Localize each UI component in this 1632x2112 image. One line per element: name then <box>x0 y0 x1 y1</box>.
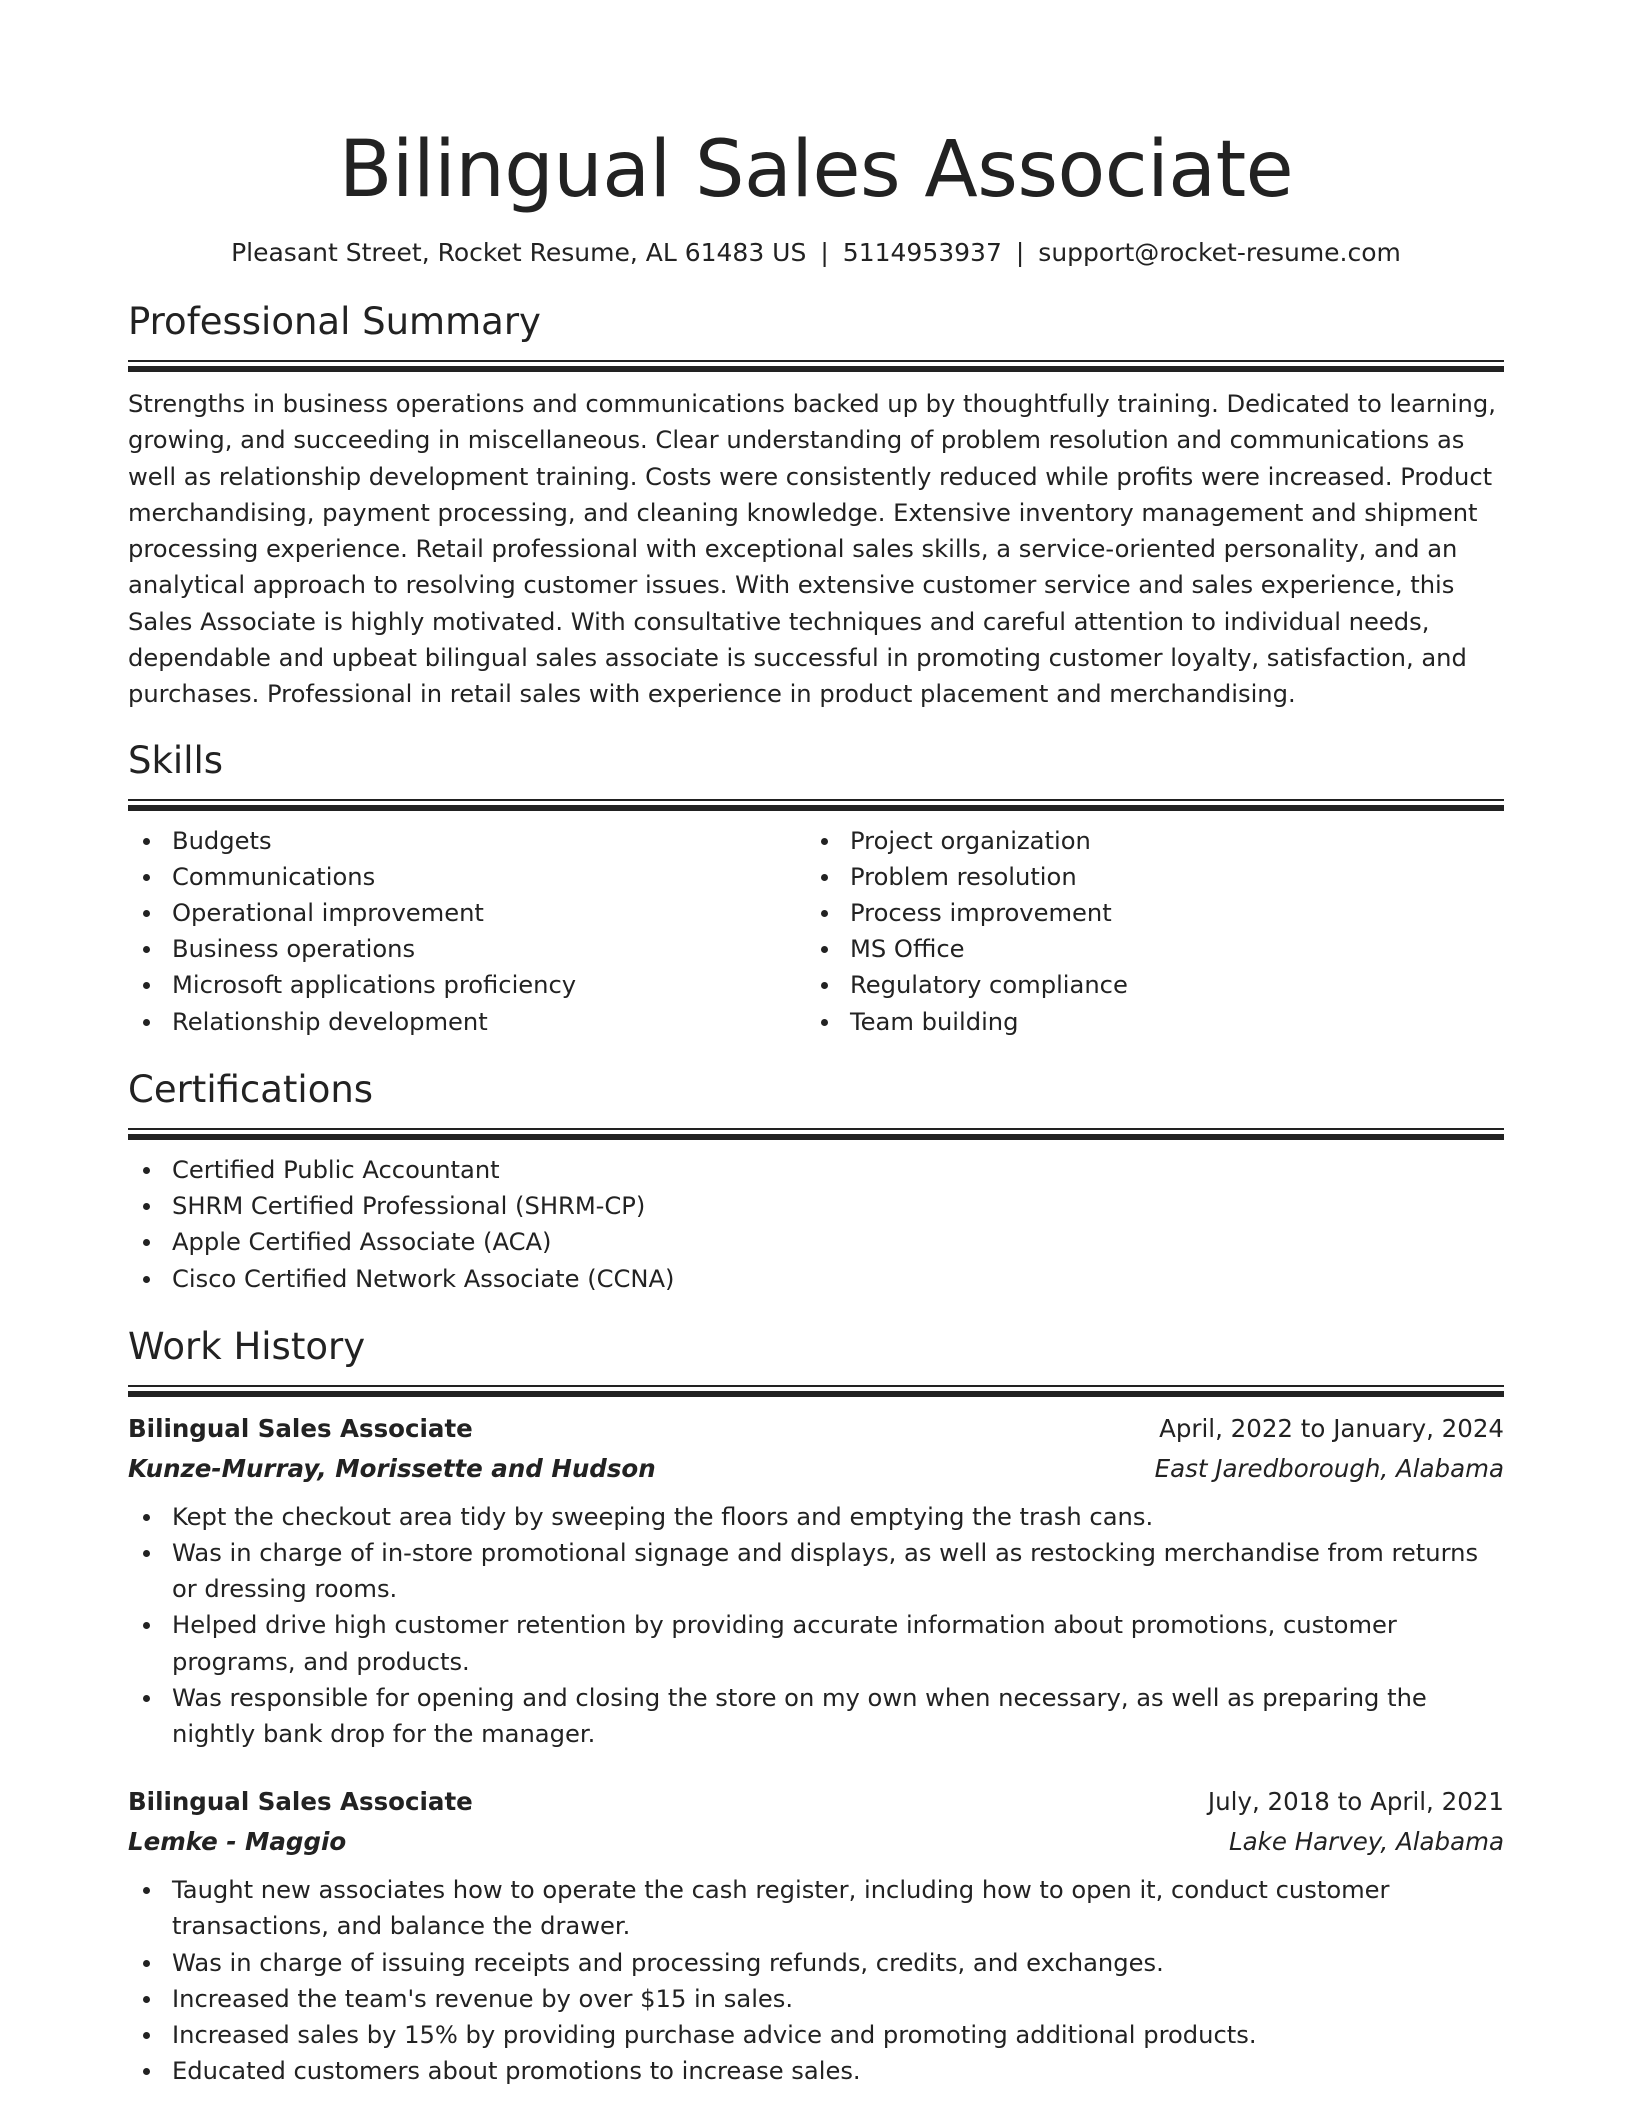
contact-email: support@rocket-resume.com <box>1038 238 1401 267</box>
resume-page <box>128 0 1504 2089</box>
job-dates: April, 2022 to January, 2024 <box>1159 1413 1504 1443</box>
summary-text: Strengths in business operations and communications backed up by thoughtfully training. Dedicated to learning, growing, and succeeding in miscellaneous. Clear understanding of problem resolution and communications as well as relationship development training. Costs were consistently reduced while profits were increased. Product merchandising, payment processing, and cleaning knowledge. Extensive inventory management and shipment processing experience. Retail professional with exceptional sales skills, a service-oriented personality, and an analytical approach to resolving customer issues. With extensive customer service and sales experience, this Sales Associate is highly motivated. With consultative techniques and careful attention to individual needs, dependable and upbeat bilingual sales associate is successful in promoting customer loyalty, satisfaction, and purchases. Professional in retail sales with experience in product placement and merchandising. <box>128 390 1496 709</box>
skill-item: Budgets <box>128 823 806 859</box>
contact-separator: | <box>1015 238 1025 267</box>
job-company-row <box>128 1449 1504 1489</box>
certification-item: Certified Public Accountant <box>128 1152 1504 1188</box>
skill-item: Operational improvement <box>128 895 806 931</box>
summary-heading: Professional Summary <box>128 300 541 343</box>
job-location: East Jaredborough, Alabama <box>1154 1453 1504 1483</box>
job-bullet: Was responsible for opening and closing the store on my own when necessary, as well as preparing the nightly bank drop for the manager. <box>128 1680 1504 1752</box>
job-company: Kunze-Murray, Morissette and Hudson <box>128 1453 656 1483</box>
certification-item: Cisco Certified Network Associate (CCNA) <box>128 1261 1504 1297</box>
job-bullet: Was in charge of issuing receipts and processing refunds, credits, and exchanges. <box>128 1945 1504 1981</box>
certification-item: Apple Certified Associate (ACA) <box>128 1224 1504 1260</box>
section-divider <box>128 799 1504 811</box>
skill-item: Business operations <box>128 931 806 967</box>
skills-columns <box>128 823 1504 1040</box>
work-history-section <box>128 1323 1504 2090</box>
job-bullet: Kept the checkout area tidy by sweeping the floors and emptying the trash cans. <box>128 1499 1504 1535</box>
job-bullets <box>128 1499 1504 1752</box>
job-bullet: Educated customers about promotions to increase sales. <box>128 2053 1504 2089</box>
job-bullets <box>128 1872 1504 2089</box>
skills-list-left <box>128 823 806 1040</box>
work-history-heading: Work History <box>128 1324 366 1368</box>
certification-item: SHRM Certified Professional (SHRM-CP) <box>128 1188 1504 1224</box>
job-title: Bilingual Sales Associate <box>128 1787 473 1817</box>
skill-item: Process improvement <box>806 895 1484 931</box>
job-bullet: Helped drive high customer retention by providing accurate information about promotions, customer programs, and products. <box>128 1607 1504 1679</box>
skills-list-right <box>806 823 1484 1040</box>
contact-separator: | <box>820 238 829 267</box>
skills-heading: Skills <box>128 738 224 782</box>
summary-section <box>128 298 1504 713</box>
skill-item: Project organization <box>806 823 1484 859</box>
job-header-row <box>128 1782 1504 1822</box>
contact-line <box>128 236 1504 270</box>
skill-item: MS Office <box>806 931 1484 967</box>
job-bullet: Was in charge of in-store promotional signage and displays, as well as restocking merchandise from returns or dressing rooms. <box>128 1535 1504 1607</box>
job-entry <box>128 1782 1504 2089</box>
job-company: Lemke - Maggio <box>128 1827 347 1857</box>
contact-address: Pleasant Street, Rocket Resume, AL 61483 US <box>231 238 807 267</box>
skill-item: Microsoft applications proficiency <box>128 967 806 1003</box>
job-header-row <box>128 1409 1504 1449</box>
skills-section <box>128 737 1504 1040</box>
skill-item: Communications <box>128 859 806 895</box>
section-divider <box>128 1128 1504 1140</box>
section-divider <box>128 1385 1504 1397</box>
skill-item: Problem resolution <box>806 859 1484 895</box>
contact-phone: 5114953937 <box>842 238 1002 267</box>
job-bullet: Increased the team's revenue by over $15 in sales. <box>128 1981 1504 2017</box>
section-divider <box>128 360 1504 372</box>
job-bullet: Increased sales by 15% by providing purchase advice and promoting additional products. <box>128 2017 1504 2053</box>
job-location: Lake Harvey, Alabama <box>1229 1827 1504 1857</box>
job-title: Bilingual Sales Associate <box>128 1413 473 1443</box>
candidate-name: Bilingual Sales Associate <box>338 125 1294 215</box>
certifications-heading: Certifications <box>128 1067 374 1111</box>
certifications-section <box>128 1066 1504 1297</box>
job-entry <box>128 1409 1504 1752</box>
certifications-list <box>128 1152 1504 1297</box>
skill-item: Regulatory compliance <box>806 967 1484 1003</box>
skill-item: Relationship development <box>128 1004 806 1040</box>
job-bullet: Taught new associates how to operate the cash register, including how to open it, conduct customer transactions, and balance the drawer. <box>128 1872 1504 1944</box>
skill-item: Team building <box>806 1004 1484 1040</box>
job-dates: July, 2018 to April, 2021 <box>1207 1787 1504 1817</box>
job-company-row <box>128 1822 1504 1862</box>
